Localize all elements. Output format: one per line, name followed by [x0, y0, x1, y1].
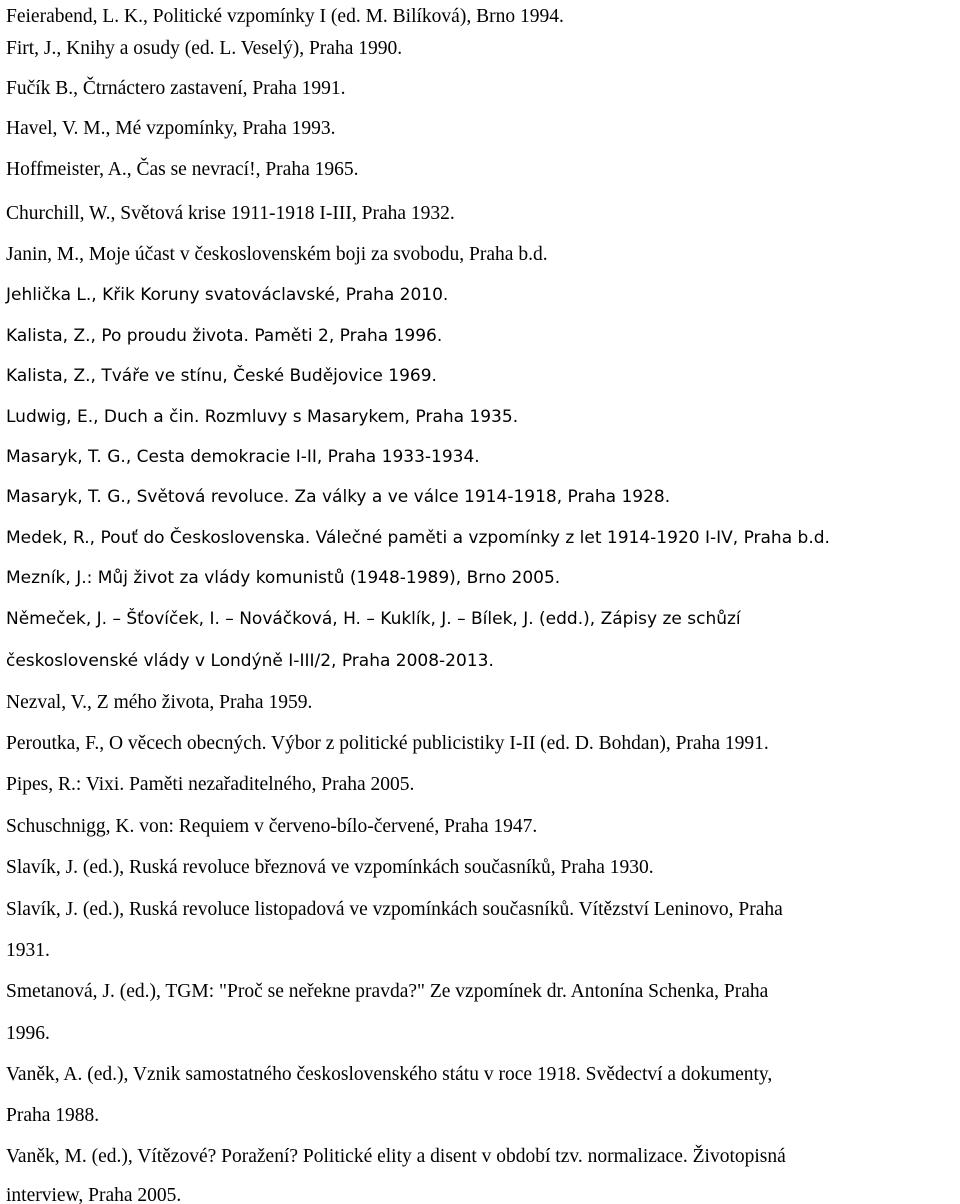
bibliography-line: Mezník, J.: Můj život za vlády komunistů (1948-1989), Brno 2005.	[6, 568, 561, 588]
bibliography-line: Kalista, Z., Po proudu života. Paměti 2, Praha 1996.	[6, 326, 443, 346]
bibliography-line: Schuschnigg, K. von: Requiem v červeno-bílo-červené, Praha 1947.	[6, 816, 538, 837]
bibliography-line: 1931.	[6, 940, 50, 961]
bibliography-line: Němeček, J. – Šťovíček, I. – Nováčková, H. – Kuklík, J. – Bílek, J. (edd.), Zápisy ze schůzí	[6, 609, 741, 629]
bibliography-line: Firt, J., Knihy a osudy (ed. L. Veselý), Praha 1990.	[6, 38, 403, 59]
bibliography-line: Nezval, V., Z mého života, Praha 1959.	[6, 692, 313, 713]
bibliography-line: 1996.	[6, 1023, 50, 1044]
bibliography-line: Slavík, J. (ed.), Ruská revoluce listopadová ve vzpomínkách současníků. Vítězství Leninovo, Praha	[6, 899, 783, 920]
bibliography-line: Masaryk, T. G., Světová revoluce. Za války a ve válce 1914-1918, Praha 1928.	[6, 487, 671, 507]
bibliography-line: Smetanová, J. (ed.), TGM: "Proč se neřekne pravda?" Ze vzpomínek dr. Antonína Schenka, Praha	[6, 981, 769, 1002]
bibliography-line: Ludwig, E., Duch a čin. Rozmluvy s Masarykem, Praha 1935.	[6, 407, 519, 427]
bibliography-line: Churchill, W., Světová krise 1911-1918 I-III, Praha 1932.	[6, 203, 455, 224]
bibliography-line: Hoffmeister, A., Čas se nevrací!, Praha 1965.	[6, 159, 359, 180]
bibliography-line: Janin, M., Moje účast v československém boji za svobodu, Praha b.d.	[6, 244, 548, 265]
bibliography-line: Slavík, J. (ed.), Ruská revoluce březnová ve vzpomínkách současníků, Praha 1930.	[6, 857, 654, 878]
bibliography-line: Vaněk, M. (ed.), Vítězové? Poražení? Politické elity a disent v období tzv. normalizace. Životopisná	[6, 1146, 786, 1167]
bibliography-line: Medek, R., Pouť do Československa. Válečné paměti a vzpomínky z let 1914-1920 I-IV, Praha b.d.	[6, 528, 830, 548]
bibliography-line: Masaryk, T. G., Cesta demokracie I-II, Praha 1933-1934.	[6, 447, 480, 467]
bibliography-line: Havel, V. M., Mé vzpomínky, Praha 1993.	[6, 118, 336, 139]
bibliography-line: Peroutka, F., O věcech obecných. Výbor z politické publicistiky I-II (ed. D. Bohdan), Praha 1991.	[6, 733, 769, 754]
bibliography-line: Vaněk, A. (ed.), Vznik samostatného československého státu v roce 1918. Svědectví a dokumenty,	[6, 1064, 773, 1085]
bibliography-line: Pipes, R.: Vixi. Paměti nezařaditelného, Praha 2005.	[6, 774, 415, 795]
bibliography-line: československé vlády v Londýně I-III/2, Praha 2008-2013.	[6, 651, 494, 671]
bibliography-line: Jehlička L., Křik Koruny svatováclavské, Praha 2010.	[6, 285, 449, 305]
bibliography-line: interview, Praha 2005.	[6, 1185, 182, 1204]
bibliography-line: Feierabend, L. K., Politické vzpomínky I (ed. M. Bilíková), Brno 1994.	[6, 6, 564, 27]
bibliography-line: Kalista, Z., Tváře ve stínu, České Budějovice 1969.	[6, 366, 437, 386]
bibliography-line: Fučík B., Čtrnáctero zastavení, Praha 1991.	[6, 78, 346, 99]
bibliography-line: Praha 1988.	[6, 1105, 100, 1126]
